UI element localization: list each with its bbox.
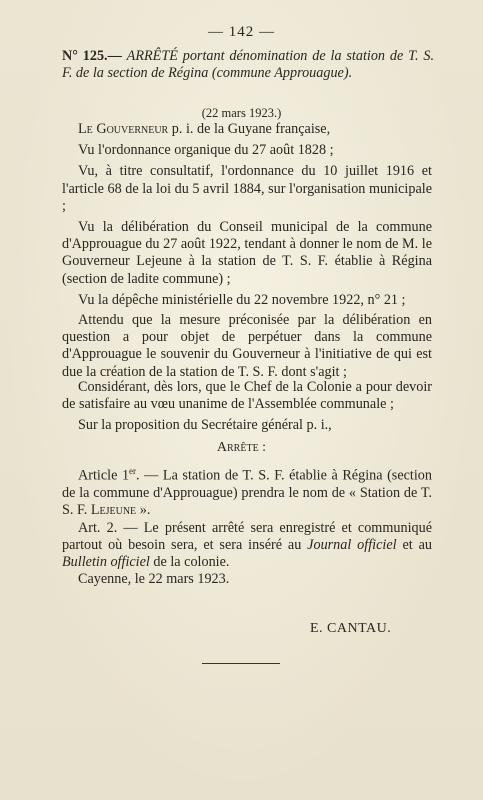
vu-ordonnance: Vu l'ordonnance organique du 27 août 1828 ; — [78, 142, 334, 159]
governor-rest: p. i. de la Guyane française, — [168, 121, 331, 137]
article-1 — [62, 463, 432, 519]
considerant-paragraph: Considérant, dès lors, que le Chef de la Colonie a pour devoir de satisfaire au vœu unanime de l'Assemblée communale ; — [62, 379, 432, 413]
article-1-end: ». — [136, 502, 151, 519]
preamble — [62, 121, 432, 309]
article-2-text: Art. 2. — Le présent arrêté sera enregistré et communiqué partout où besoin sera, et sera inséré au — [62, 520, 432, 554]
article-2-end: de la colonie. — [149, 554, 230, 571]
decree-date: (22 mars 1923.) — [201, 106, 282, 120]
decree-number: N° 125.— — [62, 48, 122, 64]
signature: E. CANTAU. — [310, 621, 392, 636]
decree-heading — [62, 48, 434, 82]
vu-consultatif: Vu, à titre consultatif, l'ordonnance du 10 juillet 1916 et l'article 68 de la loi du 5 avril 1884, sur l'organisation municipale ; — [62, 163, 432, 214]
article-1-sup: er — [129, 466, 137, 476]
governor-title: Le Gouverneur — [78, 121, 169, 137]
article-1-text: . — La station de T. S. F. établie à Régina (section de la commune d'Approuague) prendra le nom de « Station de T. S. F. — [62, 467, 432, 519]
vu-deliberation: Vu la délibération du Conseil municipal de la commune d'Approuague du 27 août 1922, tendant à donner le nom de M. le Gouverneur Lejeune à la station de T. S. F. établie à Régina (section de ladite commune) ; — [62, 219, 432, 287]
article-1-label: Article 1 — [78, 467, 130, 484]
vu-depeche: Vu la dépêche ministérielle du 22 novembre 1922, n° 21 ; — [78, 291, 406, 308]
considerant-block — [62, 379, 432, 435]
journal-officiel: Journal officiel — [307, 537, 397, 554]
decree-title: ARRÊTÉ portant dénomination de la station de T. S. F. de la section de Régina (commune Approuague). — [62, 48, 435, 82]
place-date: Cayenne, le 22 mars 1923. — [78, 571, 230, 587]
article-2-mid: et au — [396, 537, 432, 554]
considerations — [62, 312, 432, 381]
article-1-name: Lejeune — [90, 502, 137, 519]
place-date-block — [62, 571, 432, 588]
arrete-heading: Arrête : — [216, 440, 267, 455]
governor-line — [62, 121, 432, 138]
attendu-paragraph: Attendu que la mesure préconisée par la délibération en question a pour objet de perpétuer dans la commune d'Approuague le souvenir du Gouverneur à l'initiative de qui est due la création de la station de T. S. F. dont s'agit ; — [62, 312, 432, 380]
separator-rule — [202, 663, 280, 664]
page-number: — 142 — — [208, 24, 275, 40]
bulletin-officiel: Bulletin officiel — [62, 554, 150, 571]
proposition-line: Sur la proposition du Secrétaire général p. i., — [78, 417, 332, 434]
article-2 — [62, 520, 432, 572]
